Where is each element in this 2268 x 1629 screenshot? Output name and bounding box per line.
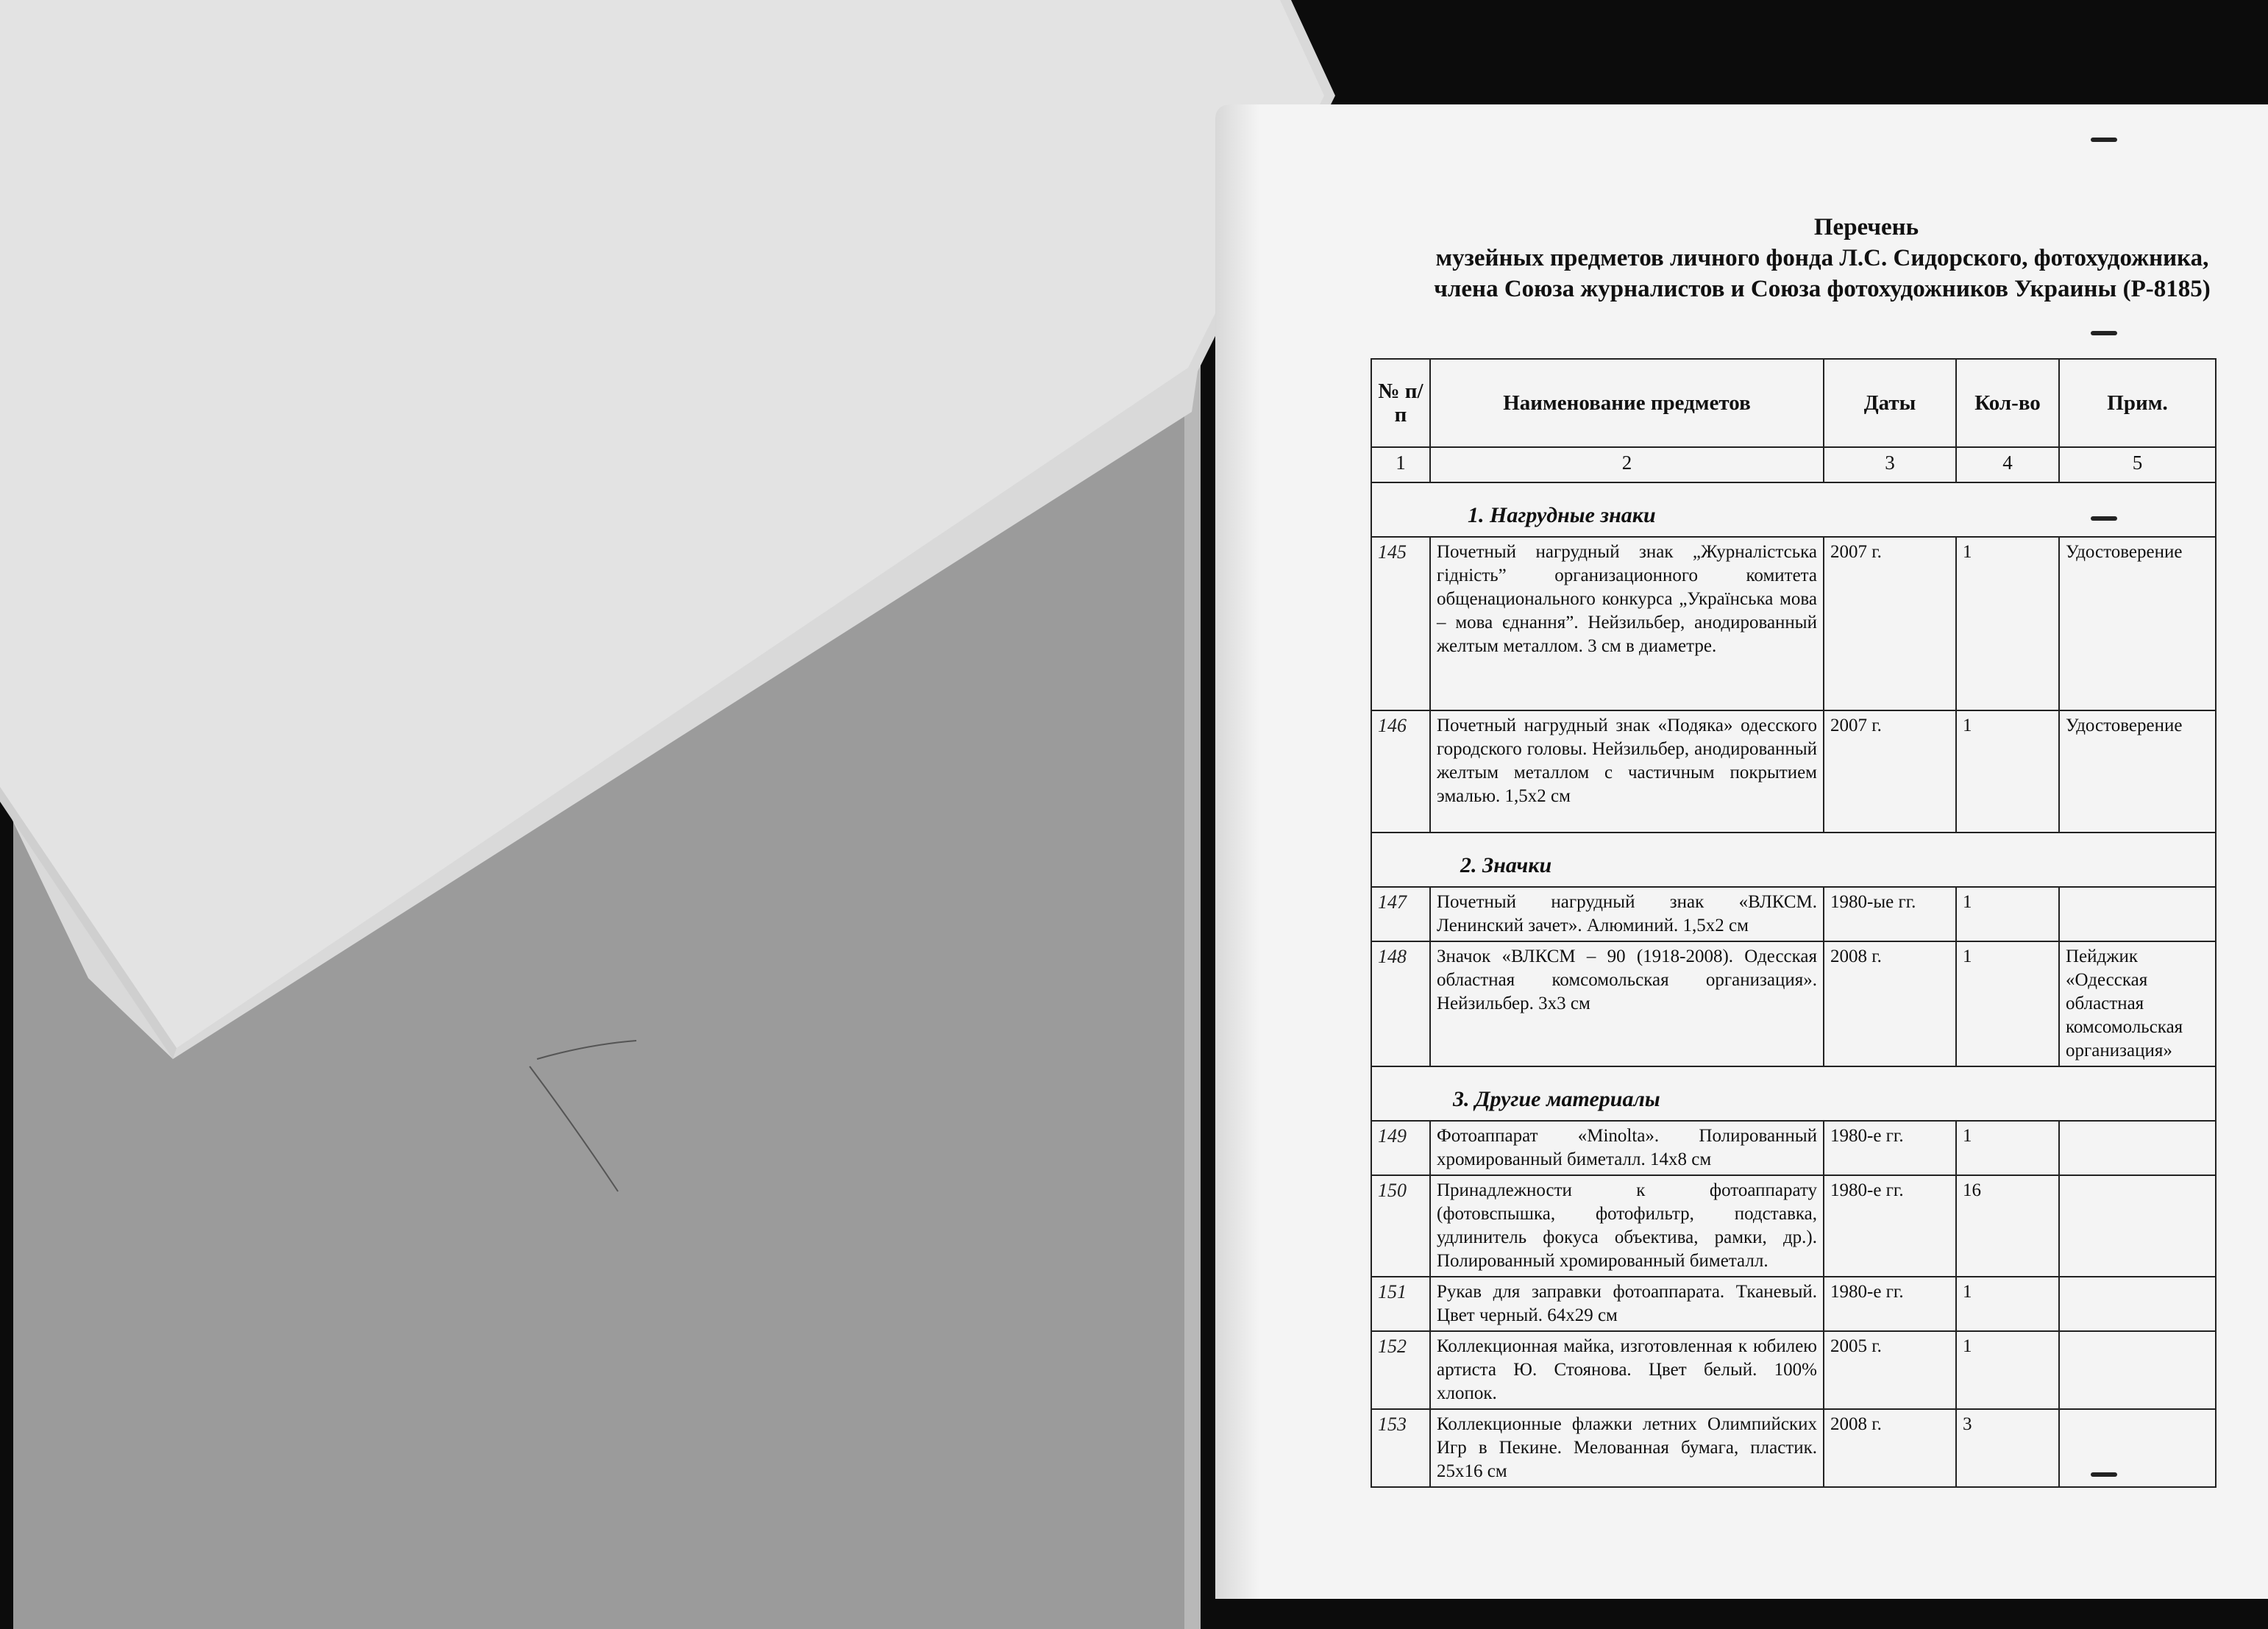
- item-note: Удостоверение: [2059, 537, 2216, 710]
- table-row: [1371, 537, 2216, 710]
- item-note: [2059, 1175, 2216, 1277]
- section-row: [1371, 833, 2216, 887]
- item-number: 148: [1371, 941, 1430, 1066]
- table-row: [1371, 1409, 2216, 1487]
- title-line-3: члена Союза журналистов и Союза фотохудожников Украины (Р-8185): [1434, 276, 2211, 302]
- items-table: [1371, 358, 2217, 1488]
- item-note: [2059, 1331, 2216, 1409]
- item-number: 150: [1371, 1175, 1430, 1277]
- item-note: [2059, 887, 2216, 941]
- item-date: 2008 г.: [1824, 1409, 1956, 1487]
- item-number: 147: [1371, 887, 1430, 941]
- item-qty: 1: [1956, 1331, 2059, 1409]
- document-title: [1370, 212, 2268, 304]
- table-row: [1371, 1331, 2216, 1409]
- header-num: № п/п: [1371, 359, 1430, 447]
- item-qty: 3: [1956, 1409, 2059, 1487]
- item-qty: 1: [1956, 537, 2059, 710]
- item-name: Коллекционные флажки летних Олимпийских Игр в Пекине. Мелованная бумага, пластик. 25х16 см: [1430, 1409, 1824, 1487]
- item-date: 2005 г.: [1824, 1331, 1956, 1409]
- item-number: 151: [1371, 1277, 1430, 1331]
- item-number: 146: [1371, 710, 1430, 833]
- item-qty: 1: [1956, 1277, 2059, 1331]
- item-qty: 1: [1956, 710, 2059, 833]
- item-name: Рукав для заправки фотоаппарата. Тканевый. Цвет черный. 64х29 см: [1430, 1277, 1824, 1331]
- item-note: [2059, 1121, 2216, 1175]
- item-name: Значок «ВЛКСМ – 90 (1918-2008). Одесская областная комсомольская организация». Нейзильбер. 3х3 см: [1430, 941, 1824, 1066]
- table-row: [1371, 1277, 2216, 1331]
- header-dates: Даты: [1824, 359, 1956, 447]
- item-date: 2007 г.: [1824, 710, 1956, 833]
- table-row: [1371, 941, 2216, 1066]
- item-name: Почетный нагрудный знак «ВЛКСМ. Ленинский зачет». Алюминий. 1,5х2 см: [1430, 887, 1824, 941]
- item-number: 153: [1371, 1409, 1430, 1487]
- item-name: Фотоаппарат «Minolta». Полированный хромированный биметалл. 14х8 см: [1430, 1121, 1824, 1175]
- column-number-row: [1371, 447, 2216, 482]
- margin-mark: [2091, 516, 2117, 521]
- item-date: 2007 г.: [1824, 537, 1956, 710]
- col-number: 2: [1430, 447, 1824, 482]
- document-page: [1215, 104, 2268, 1599]
- folder-cover: [13, 346, 1199, 1629]
- table-header-row: [1371, 359, 2216, 447]
- item-date: 1980-ые гг.: [1824, 887, 1956, 941]
- item-note: Удостоверение: [2059, 710, 2216, 833]
- item-name: Почетный нагрудный знак «Подяка» одесского городского головы. Нейзильбер, анодированный желтым металлом с частичным покрытием эмалью. 1,5х2 см: [1430, 710, 1824, 833]
- item-qty: 1: [1956, 887, 2059, 941]
- section-title: 1. Нагрудные знаки: [1371, 482, 2216, 537]
- item-qty: 1: [1956, 941, 2059, 1066]
- folder-edge: [1184, 346, 1201, 1629]
- section-row: [1371, 482, 2216, 537]
- col-number: 3: [1824, 447, 1956, 482]
- item-number: 152: [1371, 1331, 1430, 1409]
- item-note: [2059, 1409, 2216, 1487]
- header-qty: Кол-во: [1956, 359, 2059, 447]
- margin-mark: [2091, 1472, 2117, 1477]
- item-name: Коллекционная майка, изготовленная к юбилею артиста Ю. Стоянова. Цвет белый. 100% хлопок.: [1430, 1331, 1824, 1409]
- title-line-1: Перечень: [1813, 214, 1919, 240]
- item-number: 149: [1371, 1121, 1430, 1175]
- item-name: Почетный нагрудный знак „Журналістська гідність” организационного комитета общенационального конкурса „Українська мова – мова єднання”. Нейзильбер, анодированный желтым металлом. 3 см в диаметре.: [1430, 537, 1824, 710]
- item-date: 1980-е гг.: [1824, 1175, 1956, 1277]
- section-title: 2. Значки: [1371, 833, 2216, 887]
- section-row: [1371, 1066, 2216, 1121]
- margin-mark: [2091, 331, 2117, 335]
- item-name: Принадлежности к фотоаппарату (фотовспышка, фотофильтр, подставка, удлинитель фокуса объектива, рамки, др.). Полированный хромированный биметалл.: [1430, 1175, 1824, 1277]
- col-number: 5: [2059, 447, 2216, 482]
- col-number: 1: [1371, 447, 1430, 482]
- section-title: 3. Другие материалы: [1371, 1066, 2216, 1121]
- page-shadow: [1215, 104, 1259, 1599]
- table-row: [1371, 1175, 2216, 1277]
- table-row: [1371, 1121, 2216, 1175]
- table-row: [1371, 710, 2216, 833]
- margin-mark: [2091, 138, 2117, 142]
- header-note: Прим.: [2059, 359, 2216, 447]
- item-date: 1980-е гг.: [1824, 1121, 1956, 1175]
- item-date: 2008 г.: [1824, 941, 1956, 1066]
- item-qty: 16: [1956, 1175, 2059, 1277]
- item-note: [2059, 1277, 2216, 1331]
- col-number: 4: [1956, 447, 2059, 482]
- item-date: 1980-е гг.: [1824, 1277, 1956, 1331]
- header-name: Наименование предметов: [1430, 359, 1824, 447]
- item-note: Пейджик «Одесская областная комсомольская организация»: [2059, 941, 2216, 1066]
- item-number: 145: [1371, 537, 1430, 710]
- table-row: [1371, 887, 2216, 941]
- title-line-2: музейных предметов личного фонда Л.С. Сидорского, фотохудожника,: [1435, 245, 2209, 271]
- item-qty: 1: [1956, 1121, 2059, 1175]
